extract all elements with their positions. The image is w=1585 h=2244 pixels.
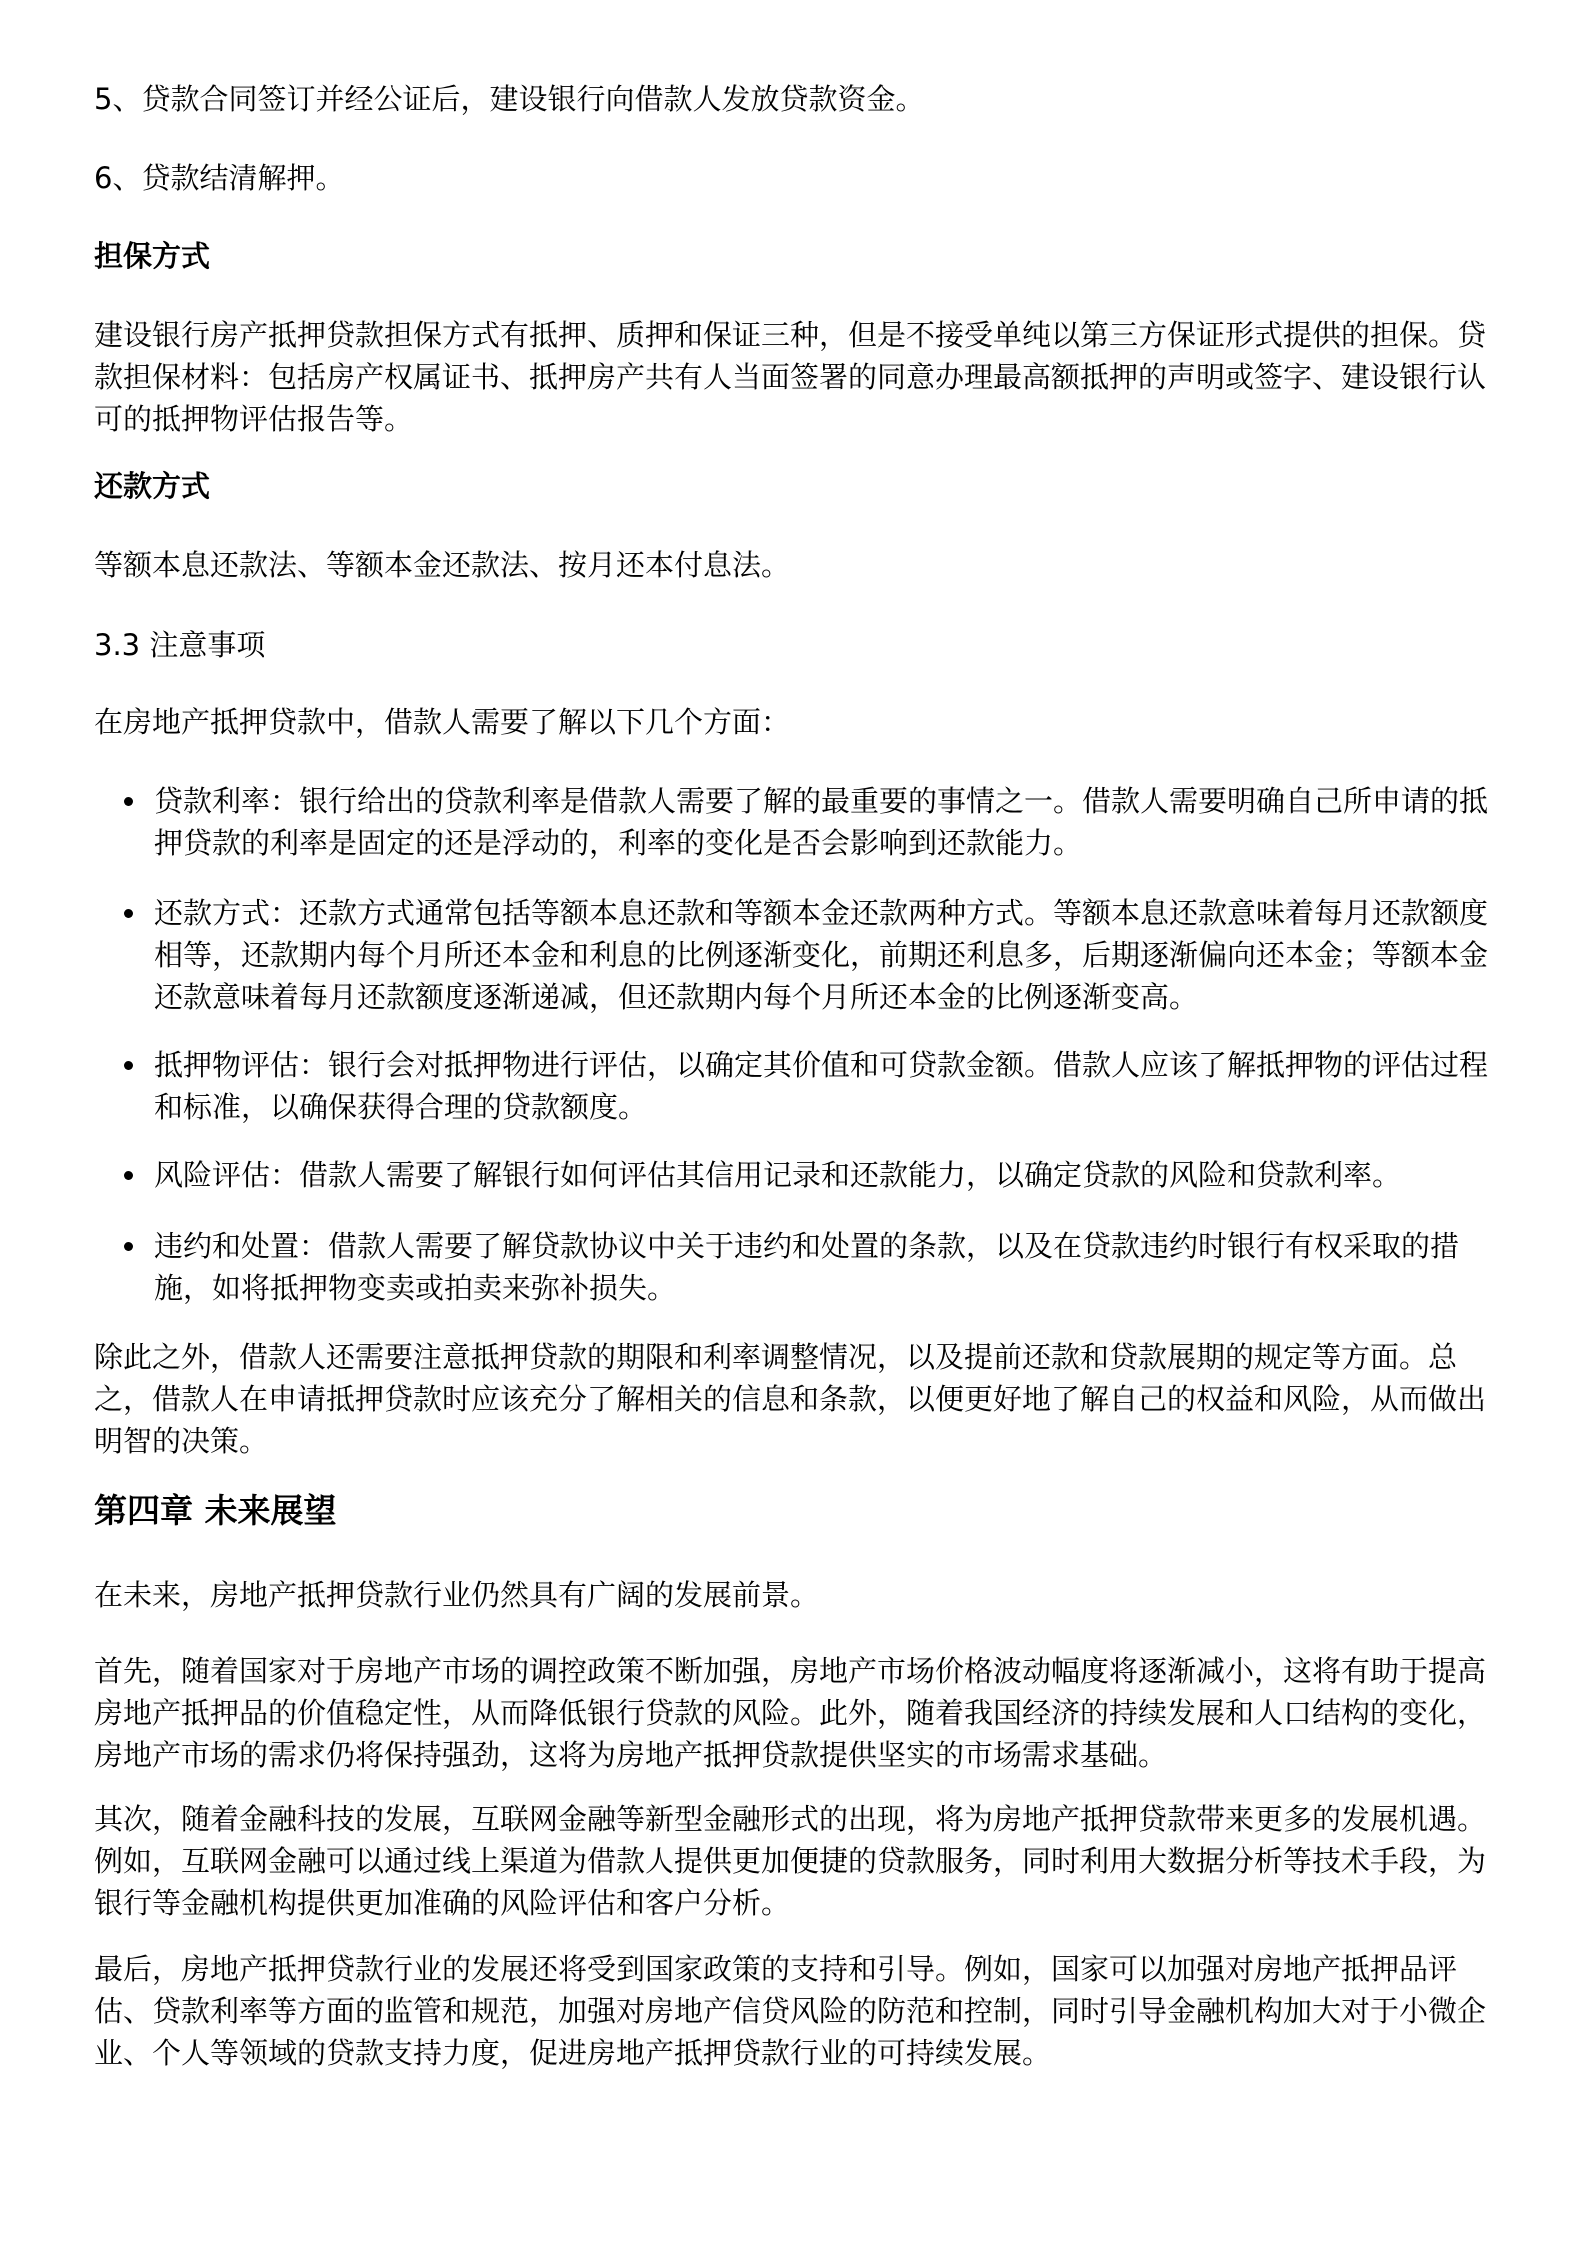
bullet-icon — [124, 797, 133, 806]
chapter-4-paragraph: 最后，房地产抵押贷款行业的发展还将受到国家政策的支持和引导。例如，国家可以加强对房地产抵押品评估、贷款利率等方面的监管和规范，加强对房地产信贷风险的防范和控制，同时引导金融机构加大对于小微企业、个人等领域的贷款支持力度，促进房地产抵押贷款行业的可持续发展。 — [94, 1952, 1487, 2070]
bullet-icon — [124, 909, 133, 918]
list-item — [154, 1154, 1504, 1196]
list-item — [154, 1044, 1504, 1128]
step-6: 6、贷款结清解押。 — [94, 161, 345, 195]
list-item-text: 贷款利率：银行给出的贷款利率是借款人需要了解的最重要的事情之一。借款人需要明确自己所申请的抵押贷款的利率是固定的还是浮动的，利率的变化是否会影响到还款能力。 — [154, 784, 1489, 860]
list-item — [154, 1225, 1504, 1309]
list-item-text: 违约和处置：借款人需要了解贷款协议中关于违约和处置的条款，以及在贷款违约时银行有权采取的措施，如将抵押物变卖或拍卖来弥补损失。 — [154, 1229, 1460, 1305]
list-item-text: 还款方式：还款方式通常包括等额本息还款和等额本金还款两种方式。等额本息还款意味着每月还款额度相等，还款期内每个月所还本金和利息的比例逐渐变化，前期还利息多，后期逐渐偏向还本金；等额本金还款意味着每月还款额度逐渐递减，但还款期内每个月所还本金的比例逐渐变高。 — [154, 896, 1489, 1014]
list-item-text: 风险评估：借款人需要了解银行如何评估其信用记录和还款能力，以确定贷款的风险和贷款利率。 — [154, 1158, 1402, 1192]
list-item — [154, 780, 1504, 864]
guarantee-heading: 担保方式 — [94, 239, 211, 273]
bullet-icon — [124, 1061, 133, 1070]
chapter-4-paragraph: 首先，随着国家对于房地产市场的调控政策不断加强，房地产市场价格波动幅度将逐渐减小，这将有助于提高房地产抵押品的价值稳定性，从而降低银行贷款的风险。此外，随着我国经济的持续发展和人口结构的变化，房地产市场的需求仍将保持强劲，这将为房地产抵押贷款提供坚实的市场需求基础。 — [94, 1654, 1487, 1772]
repayment-text: 等额本息还款法、等额本金还款法、按月还本付息法。 — [94, 548, 791, 582]
notes-summary: 除此之外，借款人还需要注意抵押贷款的期限和利率调整情况，以及提前还款和贷款展期的规定等方面。总之，借款人在申请抵押贷款时应该充分了解相关的信息和条款，以便更好地了解自己的权益和风险，从而做出明智的决策。 — [94, 1340, 1487, 1458]
section-3-3-heading: 3.3 注意事项 — [94, 628, 266, 662]
list-item — [154, 892, 1504, 1018]
bullet-icon — [124, 1242, 133, 1251]
chapter-4-paragraph: 其次，随着金融科技的发展，互联网金融等新型金融形式的出现，将为房地产抵押贷款带来更多的发展机遇。例如，互联网金融可以通过线上渠道为借款人提供更加便捷的贷款服务，同时利用大数据分析等技术手段，为银行等金融机构提供更加准确的风险评估和客户分析。 — [94, 1802, 1487, 1920]
bullet-icon — [124, 1171, 133, 1180]
notes-intro: 在房地产抵押贷款中，借款人需要了解以下几个方面： — [94, 705, 791, 739]
chapter-4-paragraph: 在未来，房地产抵押贷款行业仍然具有广阔的发展前景。 — [94, 1578, 820, 1612]
chapter-4-heading: 第四章 未来展望 — [94, 1491, 337, 1530]
list-item-text: 抵押物评估：银行会对抵押物进行评估，以确定其价值和可贷款金额。借款人应该了解抵押物的评估过程和标准，以确保获得合理的贷款额度。 — [154, 1048, 1489, 1124]
guarantee-text: 建设银行房产抵押贷款担保方式有抵押、质押和保证三种，但是不接受单纯以第三方保证形式提供的担保。贷款担保材料：包括房产权属证书、抵押房产共有人当面签署的同意办理最高额抵押的声明或签字、建设银行认可的抵押物评估报告等。 — [94, 318, 1487, 436]
step-5: 5、贷款合同签订并经公证后，建设银行向借款人发放贷款资金。 — [94, 82, 925, 116]
repayment-heading: 还款方式 — [94, 469, 211, 503]
